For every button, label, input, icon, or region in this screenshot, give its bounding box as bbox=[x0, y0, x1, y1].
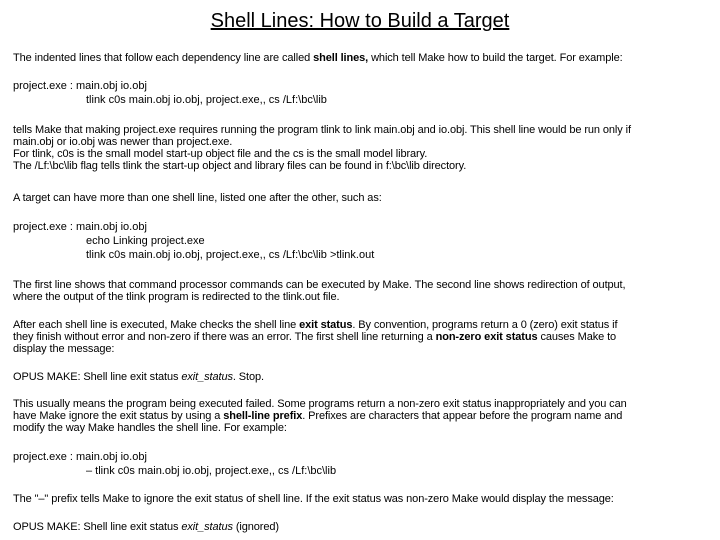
first-line-line-2: where the output of the tlink program is redirected to the tlink.out file. bbox=[13, 291, 340, 303]
prefix-line-3: modify the way Make handles the shell line. For example: bbox=[13, 422, 287, 434]
explanation-line-3: For tlink, c0s is the small model start-up object file and the cs is the small model library. bbox=[13, 148, 428, 160]
slide-title: Shell Lines: How to Build a Target bbox=[210, 10, 510, 32]
example2-shell-line-1: echo Linking project.exe bbox=[86, 235, 205, 247]
prefix-paragraph bbox=[13, 398, 708, 434]
term-exit-status: exit status bbox=[299, 319, 353, 331]
example2-shell-line-2: tlink c0s main.obj io.obj, project.exe,, cs /Lf:\bc\lib >tlink.out bbox=[86, 249, 375, 261]
example3-shell-line: – tlink c0s main.obj io.obj, project.exe,, cs /Lf:\bc\lib bbox=[86, 465, 337, 477]
example1-shell-line: tlink c0s main.obj io.obj, project.exe,, cs /Lf:\bc\lib bbox=[86, 94, 327, 106]
example2-target-line: project.exe : main.obj io.obj bbox=[13, 221, 147, 233]
ignored-message-text-c: (ignored) bbox=[232, 521, 279, 533]
exit-status-text-d: they finish without error and non-zero if there was an error. The first shell line returning a bbox=[13, 331, 436, 343]
explanation-line-4: The /Lf:\bc\lib flag tells tlink the start-up object and library files can be found in f:\bc\lib directory. bbox=[13, 160, 467, 172]
stop-message-text-c: . Stop. bbox=[232, 371, 264, 383]
prefix-explanation: The "–" prefix tells Make to ignore the exit status of shell line. If the exit status was non-zero Make would display the message: bbox=[13, 493, 614, 505]
intro-text-c: which tell Make how to build the target. For example: bbox=[368, 52, 623, 64]
prefix-line-2 bbox=[13, 410, 708, 422]
exit-status-paragraph bbox=[13, 319, 708, 355]
stop-message-text-a: OPUS MAKE: Shell line exit status bbox=[13, 371, 182, 383]
prefix-text-c: . Prefixes are characters that appear before the program name and bbox=[302, 410, 623, 422]
prefix-text-a: have Make ignore the exit status by using a bbox=[13, 410, 224, 422]
exit-status-line-1 bbox=[13, 319, 708, 331]
explanation-paragraph bbox=[13, 124, 708, 172]
stop-message-variable: exit_status bbox=[181, 371, 233, 383]
exit-status-text-a: After each shell line is executed, Make checks the shell line bbox=[13, 319, 300, 331]
ignored-message-text-a: OPUS MAKE: Shell line exit status bbox=[13, 521, 182, 533]
ignored-message-variable: exit_status bbox=[181, 521, 233, 533]
term-non-zero-exit-status: non-zero exit status bbox=[435, 331, 538, 343]
explanation-line-2: main.obj or io.obj was newer than project.exe. bbox=[13, 136, 233, 148]
exit-status-text-f: causes Make to bbox=[537, 331, 617, 343]
exit-status-line-3: display the message: bbox=[13, 343, 115, 355]
first-line-paragraph bbox=[13, 279, 708, 303]
intro-paragraph bbox=[13, 52, 708, 64]
prefix-line-1: This usually means the program being executed failed. Some programs return a non-zero exit status inappropriately and you can bbox=[13, 398, 627, 410]
term-shell-line-prefix: shell-line prefix bbox=[223, 410, 303, 422]
intro-text-a: The indented lines that follow each dependency line are called bbox=[13, 52, 314, 64]
explanation-line-1: tells Make that making project.exe requires running the program tlink to link main.obj and io.obj. This shell line would be run only if bbox=[13, 124, 631, 136]
multiple-shell-lines-paragraph: A target can have more than one shell line, listed one after the other, such as: bbox=[13, 192, 382, 204]
exit-status-line-2 bbox=[13, 331, 708, 343]
exit-status-text-c: . By convention, programs return a 0 (zero) exit status if bbox=[352, 319, 618, 331]
first-line-line-1: The first line shows that command processor commands can be executed by Make. The second line shows redirection of output, bbox=[13, 279, 626, 291]
ignored-message bbox=[13, 521, 708, 533]
example3-target-line: project.exe : main.obj io.obj bbox=[13, 451, 147, 463]
intro-term-shell-lines: shell lines, bbox=[313, 52, 369, 64]
stop-message bbox=[13, 371, 708, 383]
example1-target-line: project.exe : main.obj io.obj bbox=[13, 80, 147, 92]
